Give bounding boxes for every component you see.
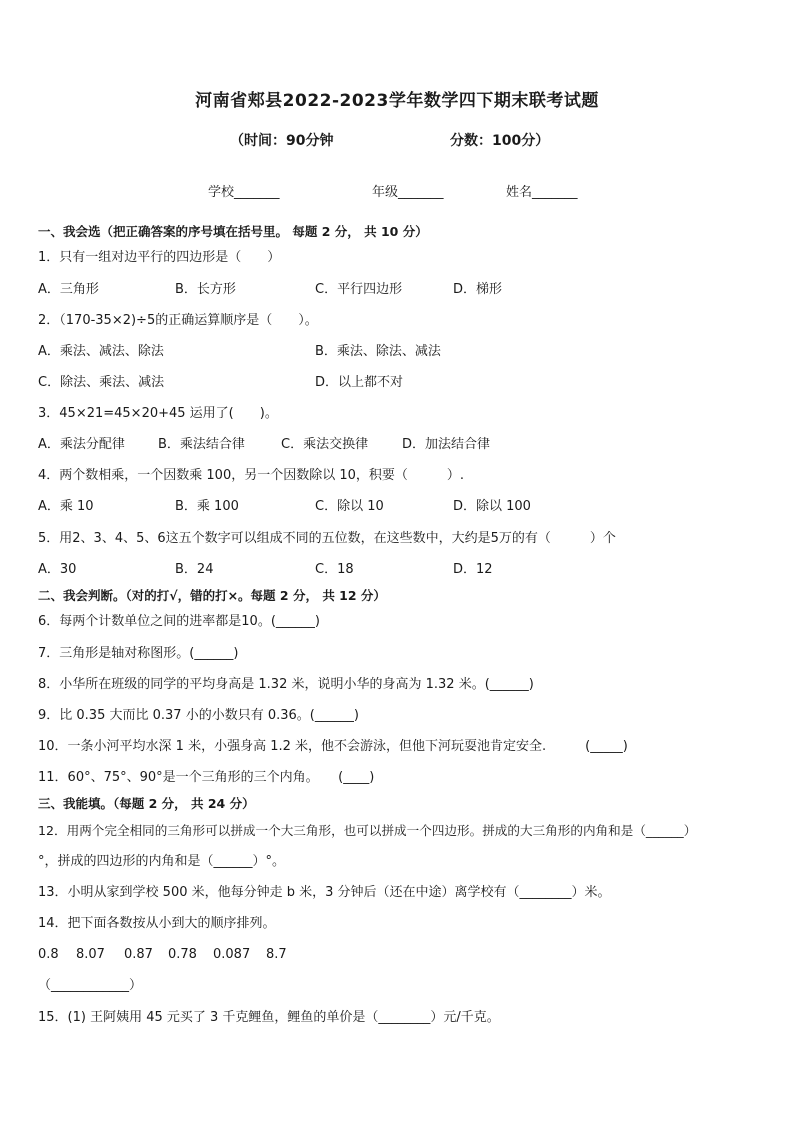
school-field[interactable]: 学校_______: [208, 185, 280, 200]
question-5: 5．用2、3、4、5、6这五个数字可以组成不同的五位数，在这些数中，大约是5万的有（ ）个: [38, 531, 616, 546]
q2-option-b[interactable]: B．乘法、除法、减法: [315, 344, 441, 359]
q1-option-c[interactable]: C．平行四边形: [315, 282, 403, 297]
q5-option-c[interactable]: C．18: [315, 562, 354, 577]
q14-number: 8.07: [76, 947, 105, 962]
question-10: 10．一条小河平均水深 1 米，小强身高 1.2 米，他不会游泳，但他下河玩耍池肯定安全. (_____): [38, 739, 628, 754]
question-12-line-1: 12．用两个完全相同的三角形可以拼成一个大三角形，也可以拼成一个四边形。拼成的大三角形的内角和是（______）: [38, 823, 697, 838]
page-title: 河南省郏县2022-2023学年数学四下期末联考试题: [195, 91, 599, 111]
exam-time: （时间：90分钟: [230, 133, 334, 149]
question-1: 1．只有一组对边平行的四边形是（ ）: [38, 250, 281, 265]
q1-option-b[interactable]: B．长方形: [175, 282, 236, 297]
q2-option-c[interactable]: C．除法、乘法、减法: [38, 375, 165, 390]
q4-option-a[interactable]: A．乘 10: [38, 499, 94, 514]
q2-option-a[interactable]: A．乘法、减法、除法: [38, 344, 164, 359]
q3-option-a[interactable]: A．乘法分配律: [38, 437, 125, 452]
q2-option-d[interactable]: D．以上都不对: [315, 375, 404, 390]
question-15: 15．(1) 王阿姨用 45 元买了 3 千克鲤鱼，鲤鱼的单价是（________）元/千克。: [38, 1010, 500, 1025]
question-6: 6．每两个计数单位之间的进率都是10。(______): [38, 614, 320, 629]
q14-number: 0.87: [124, 947, 153, 962]
q1-option-a[interactable]: A．三角形: [38, 282, 99, 297]
q4-option-d[interactable]: D．除以 100: [453, 499, 531, 514]
q14-number: 0.78: [168, 947, 197, 962]
q5-option-d[interactable]: D．12: [453, 562, 493, 577]
question-2: 2．（170-35×2)÷5的正确运算顺序是（ ）。: [38, 313, 318, 328]
name-field[interactable]: 姓名_______: [506, 185, 578, 200]
question-8: 8．小华所在班级的同学的平均身高是 1.32 米，说明小华的身高为 1.32 米。(______): [38, 677, 534, 692]
q3-option-d[interactable]: D．加法结合律: [402, 437, 491, 452]
section-heading-1: 一、我会选（把正确答案的序号填在括号里。 每题 2 分， 共 10 分）: [38, 224, 428, 239]
question-4: 4．两个数相乘，一个因数乘 100，另一个因数除以 10，积要（ ）.: [38, 468, 465, 483]
q14-number: 0.087: [213, 947, 251, 962]
q14-number: 0.8: [38, 947, 59, 962]
q3-option-c[interactable]: C．乘法交换律: [281, 437, 369, 452]
question-11: 11．60°、75°、90°是一个三角形的三个内角。 (____): [38, 770, 375, 785]
q5-option-a[interactable]: A．30: [38, 562, 77, 577]
question-12-line-2: °，拼成的四边形的内角和是（______）°。: [38, 854, 286, 869]
q3-option-b[interactable]: B．乘法结合律: [158, 437, 245, 452]
section-heading-2: 二、我会判断。（对的打√，错的打×。每题 2 分， 共 12 分）: [38, 588, 386, 603]
question-3: 3．45×21=45×20+45 运用了( )。: [38, 406, 278, 421]
question-13: 13．小明从家到学校 500 米，他每分钟走 b 米，3 分钟后（还在中途）离学校有（________）米。: [38, 885, 611, 900]
section-heading-3: 三、我能填。（每题 2 分， 共 24 分）: [38, 796, 255, 811]
q4-option-b[interactable]: B．乘 100: [175, 499, 239, 514]
q14-number: 8.7: [266, 947, 287, 962]
q4-option-c[interactable]: C．除以 10: [315, 499, 384, 514]
grade-field[interactable]: 年级_______: [372, 185, 444, 200]
question-9: 9．比 0.35 大而比 0.37 小的小数只有 0.36。(______): [38, 708, 359, 723]
q1-option-d[interactable]: D．梯形: [453, 282, 503, 297]
q14-answer-blank[interactable]: （____________）: [38, 978, 143, 993]
exam-score: 分数：100分）: [450, 133, 550, 149]
q5-option-b[interactable]: B．24: [175, 562, 214, 577]
question-7: 7．三角形是轴对称图形。(______): [38, 646, 239, 661]
question-14: 14．把下面各数按从小到大的顺序排列。: [38, 916, 276, 931]
